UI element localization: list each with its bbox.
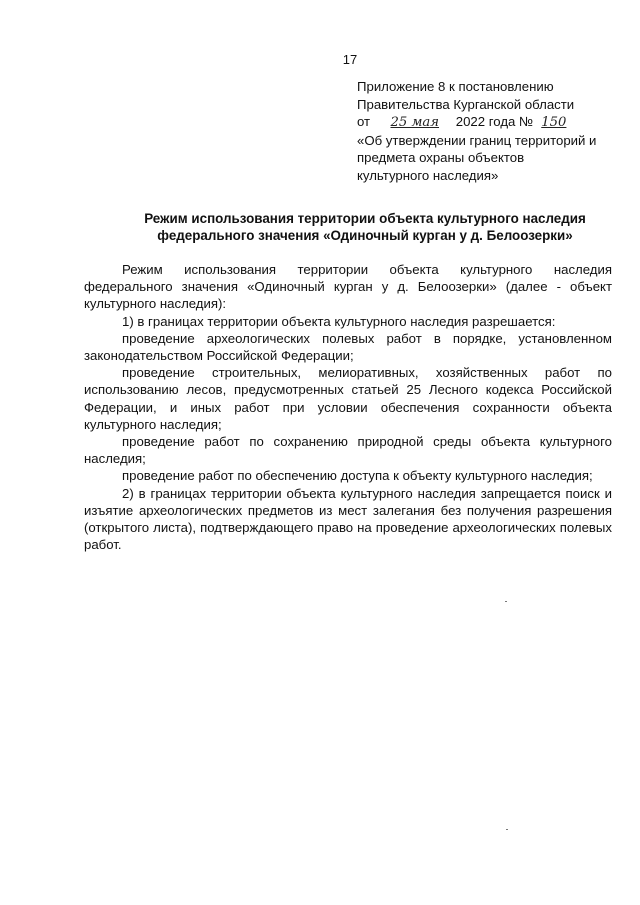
appendix-line-2: Правительства Курганской области <box>357 96 575 112</box>
page-number: 17 <box>342 52 358 67</box>
appendix-header <box>357 78 627 184</box>
handwritten-date: 25 мая <box>390 115 440 130</box>
paragraph: 2) в границах территории объекта культурного наследия запрещается поиск и изъятие археологических предметов из мест залегания без получения разрешения (открытого листа), подтверждающего право на проведение археологических полевых работ. <box>84 485 612 553</box>
appendix-line-6: культурного наследия» <box>357 167 499 183</box>
document-body <box>84 261 612 553</box>
appendix-line-1: Приложение 8 к постановлению <box>357 79 554 94</box>
paragraph: Режим использования территории объекта культурного наследия федерального значения «Одиночный курган у д. Белоозерки» (далее - объект культурного наследия): <box>84 262 612 312</box>
scan-speck <box>505 601 507 602</box>
paragraph: 1) в границах территории объекта культурного наследия разрешается: <box>122 313 556 329</box>
appendix-line-3 <box>357 113 627 132</box>
appendix-line-5: предмета охраны объектов <box>357 150 525 165</box>
paragraph: проведение строительных, мелиоративных, хозяйственных работ по использованию лесов, предусмотренных статьей 25 Лесного кодекса Российской Федерации, и иных работ при условии обеспечения сохранности объекта культурного наследия; <box>84 365 612 432</box>
date-prefix: от <box>357 114 371 129</box>
handwritten-number: 150 <box>541 115 567 130</box>
scan-speck <box>506 829 508 830</box>
date-suffix: 2022 года № <box>455 114 534 129</box>
appendix-line-4: «Об утверждении границ территорий и <box>357 132 597 148</box>
paragraph: проведение археологических полевых работ в порядке, установленном законодательством Российской Федерации; <box>84 330 612 364</box>
title-line-1: Режим использования территории объекта культурного наследия <box>144 211 586 226</box>
paragraph: проведение работ по сохранению природной среды объекта культурного наследия; <box>84 434 612 467</box>
paragraph: проведение работ по обеспечению доступа к объекту культурного наследия; <box>122 468 593 484</box>
title-line-2: федерального значения «Одиночный курган у д. Белоозерки» <box>157 228 573 243</box>
document-title <box>90 210 640 244</box>
